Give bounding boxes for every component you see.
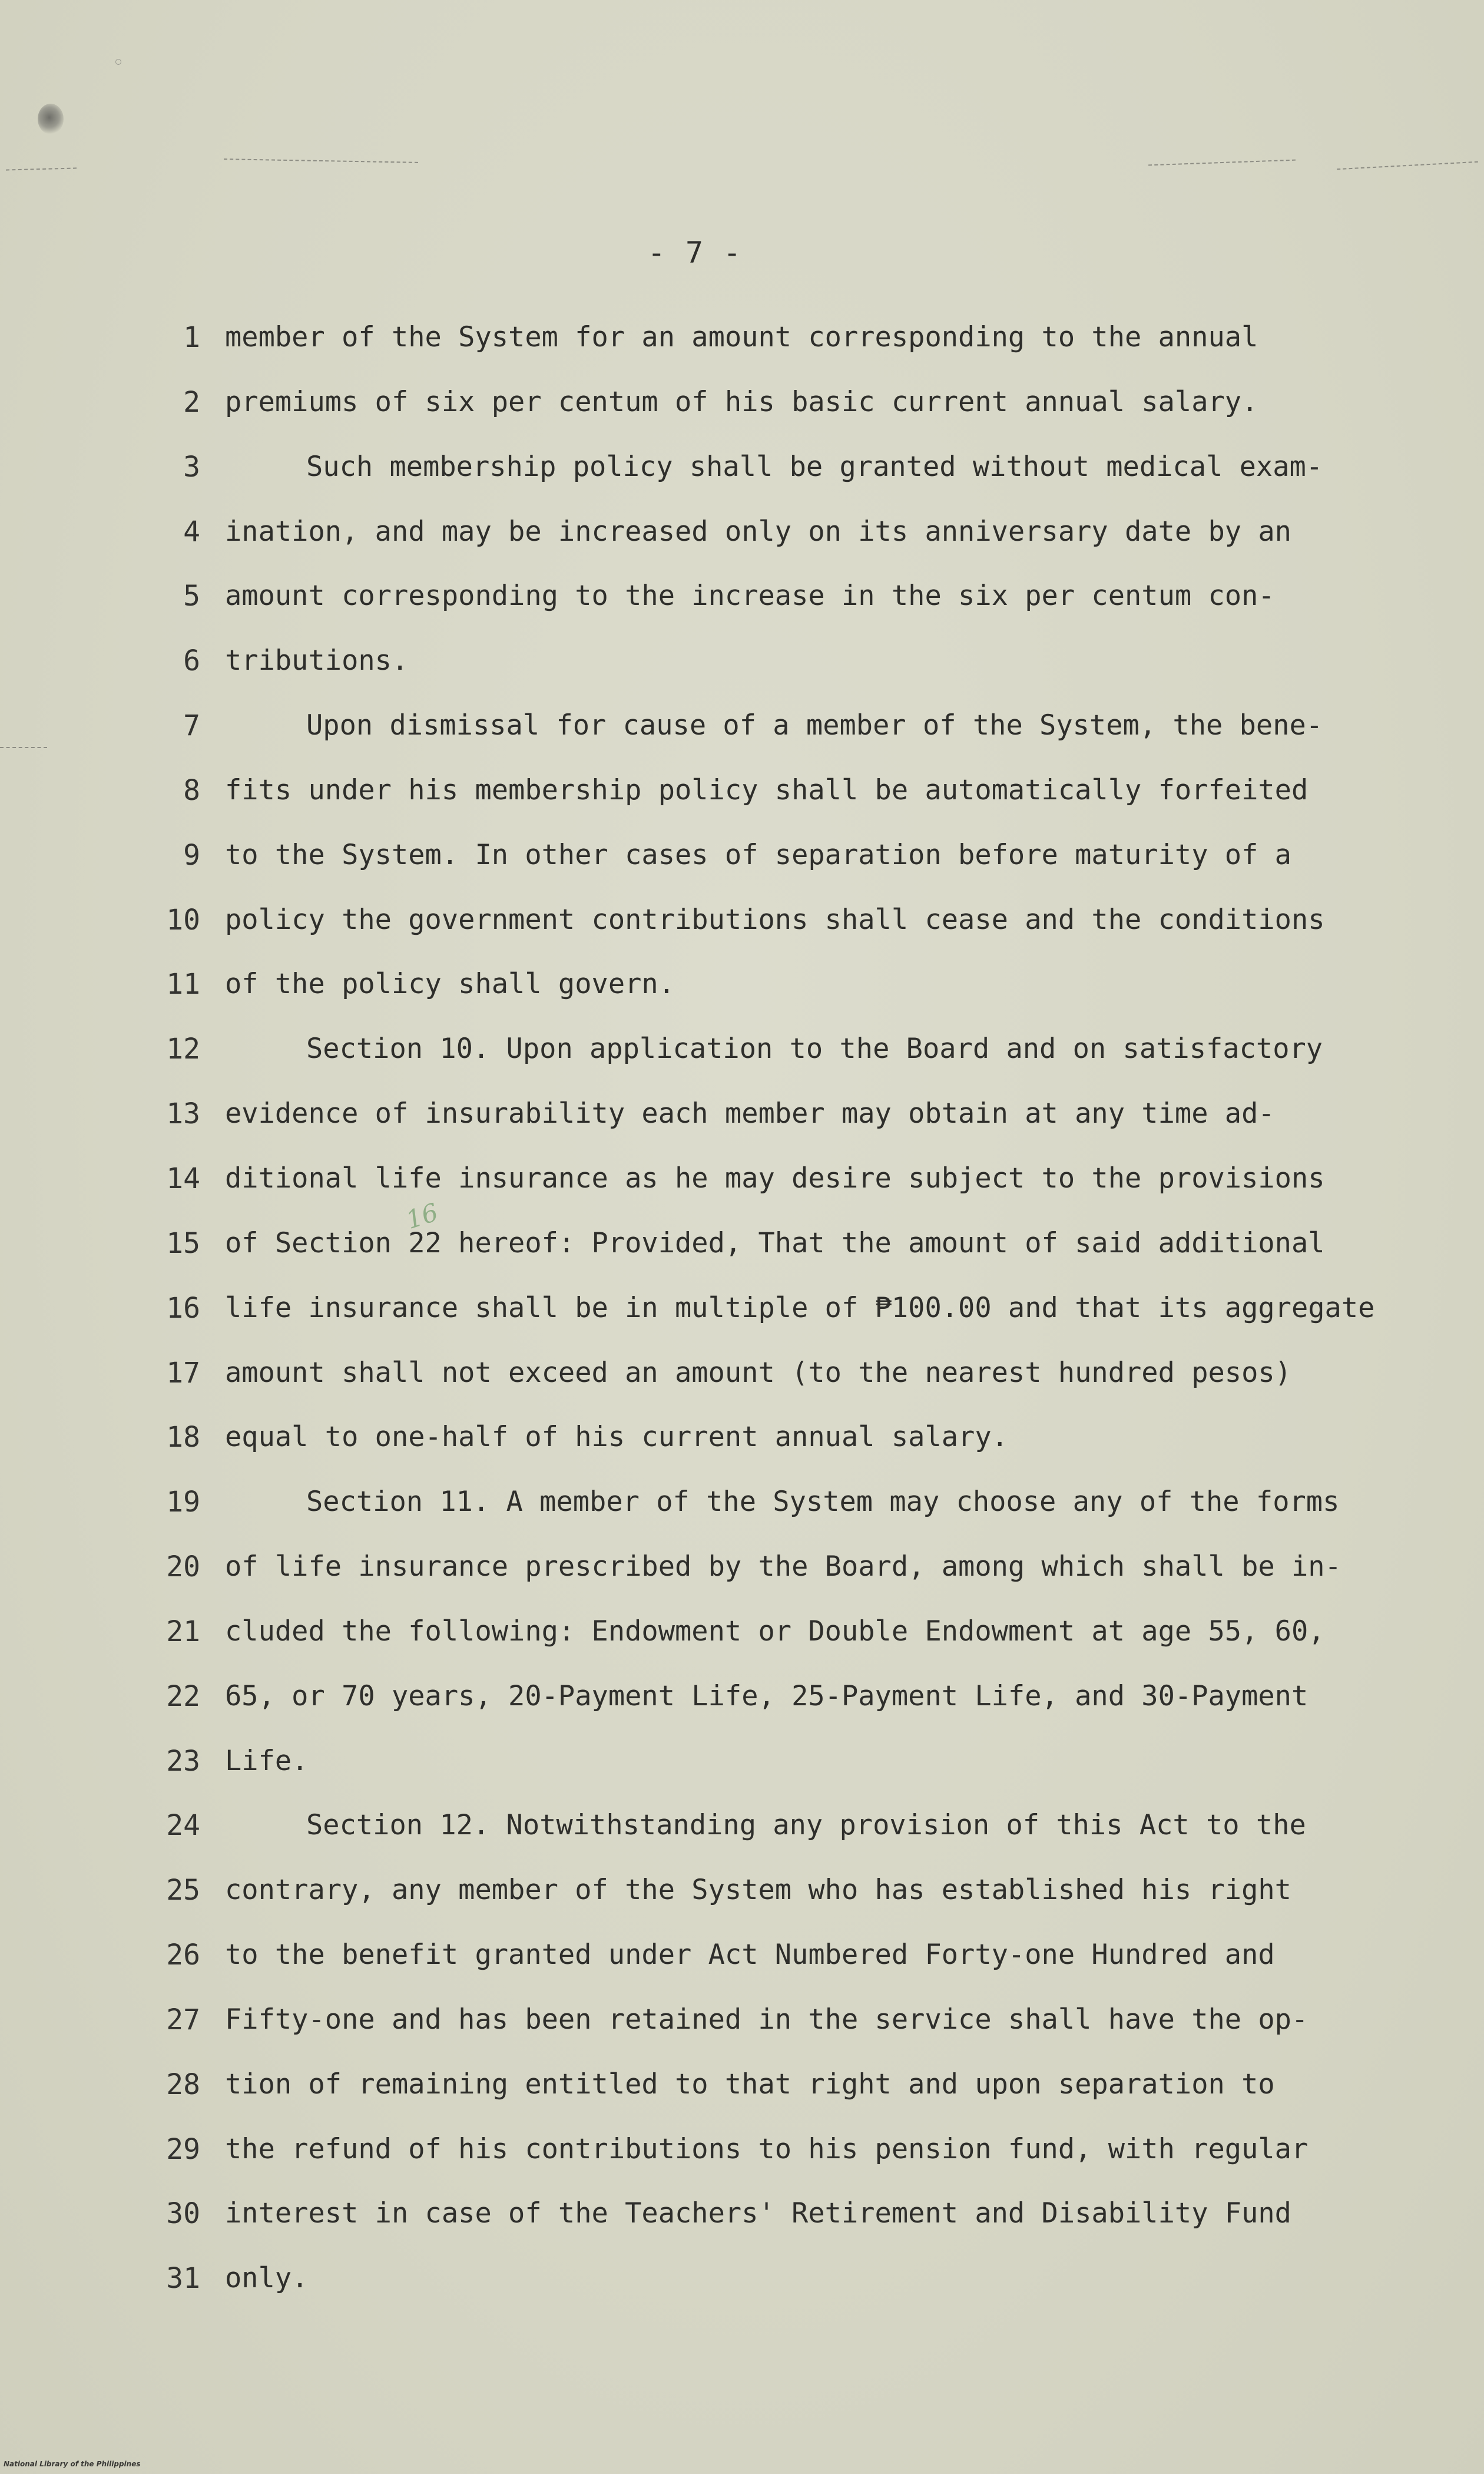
text-line	[0, 1611, 1484, 1676]
text-line	[0, 835, 1484, 899]
text-line	[0, 1934, 1484, 1999]
text-line	[0, 1999, 1484, 2064]
line-number: 27	[166, 2003, 200, 2036]
text-line	[0, 2258, 1484, 2323]
line-number: 13	[166, 1097, 200, 1131]
line-number: 5	[183, 580, 200, 613]
line-text: Fifty-one and has been retained in the service shall have the op-	[225, 2003, 1309, 2036]
text-line	[0, 1352, 1484, 1417]
line-number: 28	[166, 2068, 200, 2101]
line-text: Section 10. Upon application to the Board and on satisfactory	[306, 1033, 1323, 1066]
line-text: amount corresponding to the increase in the six per centum con-	[225, 580, 1275, 613]
line-text: fits under his membership policy shall be automatically forfeited	[225, 773, 1309, 806]
line-number: 25	[166, 1874, 200, 1907]
text-line	[0, 899, 1484, 964]
line-number: 3	[183, 450, 200, 484]
line-number: 19	[166, 1486, 200, 1519]
line-text: only.	[225, 2262, 309, 2295]
paper-speck	[115, 59, 121, 65]
line-number: 1	[183, 321, 200, 354]
text-line	[0, 1223, 1484, 1288]
text-line	[0, 705, 1484, 770]
line-number: 31	[166, 2262, 200, 2296]
line-number: 17	[166, 1356, 200, 1390]
edge-mark	[1337, 161, 1478, 170]
line-text: 65, or 70 years, 20-Payment Life, 25-Payment Life, and 30-Payment	[225, 1679, 1309, 1712]
line-text: of Section 22 hereof: Provided, That the amount of said additional	[225, 1226, 1325, 1259]
text-line	[0, 1093, 1484, 1158]
line-text: ditional life insurance as he may desire subject to the provisions	[225, 1162, 1325, 1195]
text-line	[0, 317, 1484, 382]
text-line	[0, 1481, 1484, 1546]
line-text: life insurance shall be in multiple of ₱100.00 and that its aggregate	[225, 1291, 1375, 1324]
line-text: to the benefit granted under Act Numbered Forty-one Hundred and	[225, 1939, 1275, 1972]
line-number: 15	[166, 1226, 200, 1260]
line-number: 11	[166, 968, 200, 1001]
line-text: of the policy shall govern.	[225, 968, 675, 1001]
line-text: member of the System for an amount corresponding to the annual	[225, 321, 1258, 353]
line-text: ination, and may be increased only on its anniversary date by an	[225, 515, 1291, 548]
line-text: to the System. In other cases of separation before maturity of a	[225, 838, 1291, 871]
line-text: Section 11. A member of the System may choose any of the forms	[306, 1486, 1340, 1519]
line-text: equal to one-half of his current annual salary.	[225, 1421, 1008, 1454]
line-text: policy the government contributions shall cease and the conditions	[225, 903, 1325, 936]
line-number: 21	[166, 1615, 200, 1648]
text-line	[0, 1158, 1484, 1223]
archive-footer: National Library of the Philippines	[4, 2460, 141, 2468]
line-text: Such membership policy shall be granted without medical exam-	[306, 450, 1323, 483]
text-line	[0, 1546, 1484, 1611]
line-number: 8	[183, 773, 200, 807]
line-text: premiums of six per centum of his basic current annual salary.	[225, 385, 1258, 418]
line-number: 24	[166, 1809, 200, 1843]
line-number: 4	[183, 515, 200, 548]
line-text: the refund of his contributions to his pension fund, with regular	[225, 2132, 1309, 2165]
text-line	[0, 1676, 1484, 1741]
text-line	[0, 1417, 1484, 1481]
text-line	[0, 1028, 1484, 1093]
text-line	[0, 770, 1484, 835]
line-number: 14	[166, 1162, 200, 1195]
text-line	[0, 382, 1484, 446]
text-line	[0, 1288, 1484, 1352]
edge-mark	[1148, 160, 1296, 166]
line-number: 2	[183, 385, 200, 419]
line-text: amount shall not exceed an amount (to the nearest hundred pesos)	[225, 1356, 1291, 1389]
line-number: 26	[166, 1939, 200, 1972]
line-number: 29	[166, 2132, 200, 2166]
line-number: 12	[166, 1033, 200, 1066]
line-text: evidence of insurability each member may obtain at any time ad-	[225, 1097, 1275, 1130]
line-text: cluded the following: Endowment or Double Endowment at age 55, 60,	[225, 1615, 1325, 1648]
text-line	[0, 1870, 1484, 1934]
line-number: 10	[166, 903, 200, 937]
text-line	[0, 2193, 1484, 2258]
line-text: Section 12. Notwithstanding any provision of this Act to the	[306, 1809, 1306, 1842]
page-number: - 7 -	[647, 236, 743, 270]
text-line	[0, 446, 1484, 511]
numbered-text-body	[0, 317, 1484, 2323]
line-number: 23	[166, 1744, 200, 1778]
line-text: tion of remaining entitled to that right and upon separation to	[225, 2068, 1275, 2101]
line-text: tributions.	[225, 644, 409, 677]
line-number: 9	[183, 838, 200, 872]
edge-mark	[224, 158, 418, 163]
text-line	[0, 1741, 1484, 1805]
text-line	[0, 511, 1484, 576]
line-number: 7	[183, 709, 200, 743]
text-line	[0, 640, 1484, 705]
line-number: 20	[166, 1550, 200, 1584]
line-number: 16	[166, 1291, 200, 1325]
line-text: of life insurance prescribed by the Board, among which shall be in-	[225, 1550, 1341, 1583]
text-line	[0, 2129, 1484, 2194]
line-number: 6	[183, 644, 200, 678]
line-number: 18	[166, 1421, 200, 1454]
text-line	[0, 575, 1484, 640]
line-text: interest in case of the Teachers' Retirement and Disability Fund	[225, 2197, 1291, 2230]
ink-smudge	[38, 104, 64, 134]
text-line	[0, 964, 1484, 1028]
text-line	[0, 1805, 1484, 1870]
edge-mark	[6, 167, 77, 170]
handwritten-mark: 16	[402, 1197, 442, 1235]
line-text: Upon dismissal for cause of a member of the System, the bene-	[306, 709, 1323, 742]
line-number: 22	[166, 1679, 200, 1713]
line-number: 30	[166, 2197, 200, 2231]
line-text: Life.	[225, 1744, 309, 1777]
line-text: contrary, any member of the System who has established his right	[225, 1874, 1291, 1907]
text-line	[0, 2064, 1484, 2129]
